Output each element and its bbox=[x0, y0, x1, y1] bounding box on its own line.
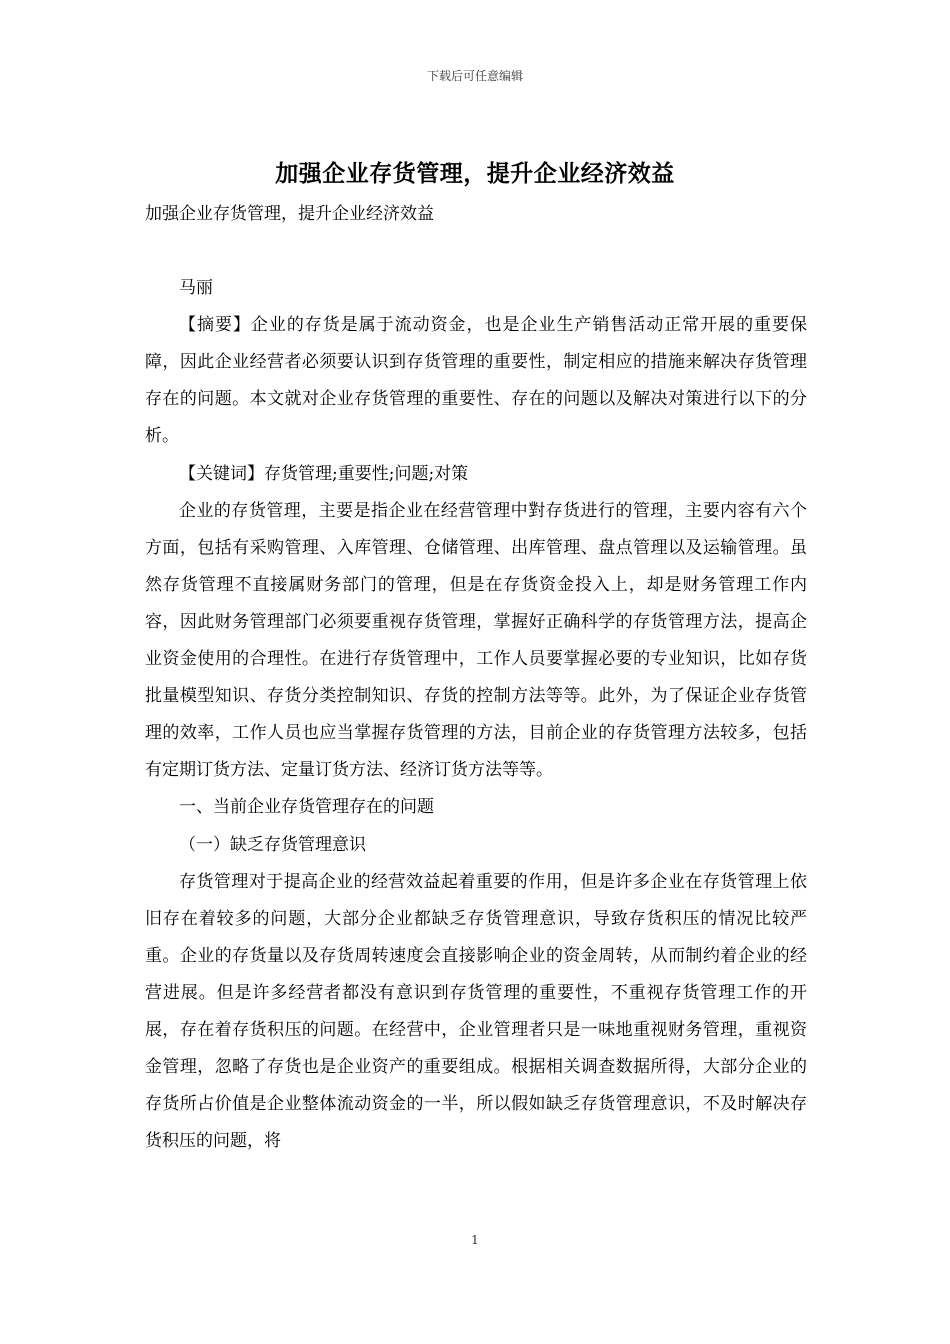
body-paragraph: 存货管理对于提高企业的经营效益起着重要的作用，但是许多企业在存货管理上依旧存在着较多的问题，大部分企业都缺乏存货管理意识，导致存货积压的情况比较严重。企业的存货量以及存货周转速度会直接影响企业的资金周转，从而制约着企业的经营进展。但是许多经营者都没有意识到存货管理的重要性，不重视存货管理工作的开展，存在着存货积压的问题。在经营中，企业管理者只是一味地重视财务管理，重视资金管理，忽略了存货也是企业资产的重要组成。根据相关调查数据所得，大部分企业的存货所占价值是企业整体流动资金的一半，所以假如缺乏存货管理意识，不及时解决存货积压的问题，将 bbox=[145, 871, 807, 1152]
document-body bbox=[145, 196, 807, 1160]
document-title: 加强企业存货管理，提升企业经济效益 bbox=[275, 160, 675, 187]
blank-line bbox=[145, 233, 807, 270]
keywords-line: 【关键词】存货管理;重要性;问题;对策 bbox=[179, 463, 469, 484]
subsection-heading: （一）缺乏存货管理意识 bbox=[179, 834, 366, 855]
author-name: 马丽 bbox=[179, 278, 213, 299]
section-heading: 一、当前企业存货管理存在的问题 bbox=[179, 797, 434, 818]
intro-paragraph: 企业的存货管理，主要是指企业在经营管理中對存货进行的管理，主要内容有六个方面，包括有采购管理、入库管理、仓储管理、出库管理、盘点管理以及运输管理。虽然存货管理不直接属财务部门的管理，但是在存货资金投入上，却是财务管理工作内容，因此财务管理部门必须要重视存货管理，掌握好正确科学的存货管理方法，提高企业资金使用的合理性。在进行存货管理中，工作人员要掌握必要的专业知识，比如存货批量模型知识、存货分类控制知识、存货的控制方法等等。此外，为了保证企业存货管理的效率，工作人员也应当掌握存货管理的方法，目前企业的存货管理方法较多，包括有定期订货方法、定量订货方法、经济订货方法等等。 bbox=[145, 500, 807, 781]
page-number: 1 bbox=[471, 1233, 479, 1247]
abstract-paragraph: 【摘要】企业的存货是属于流动资金，也是企业生产销售活动正常开展的重要保障，因此企业经营者必须要认识到存货管理的重要性，制定相应的措施来解决存货管理存在的问题。本文就对企业存货管理的重要性、存在的问题以及解决对策进行以下的分析。 bbox=[145, 315, 807, 447]
subtitle-line: 加强企业存货管理，提升企业经济效益 bbox=[145, 204, 434, 224]
page-header: 下载后可任意编辑 bbox=[426, 69, 523, 83]
